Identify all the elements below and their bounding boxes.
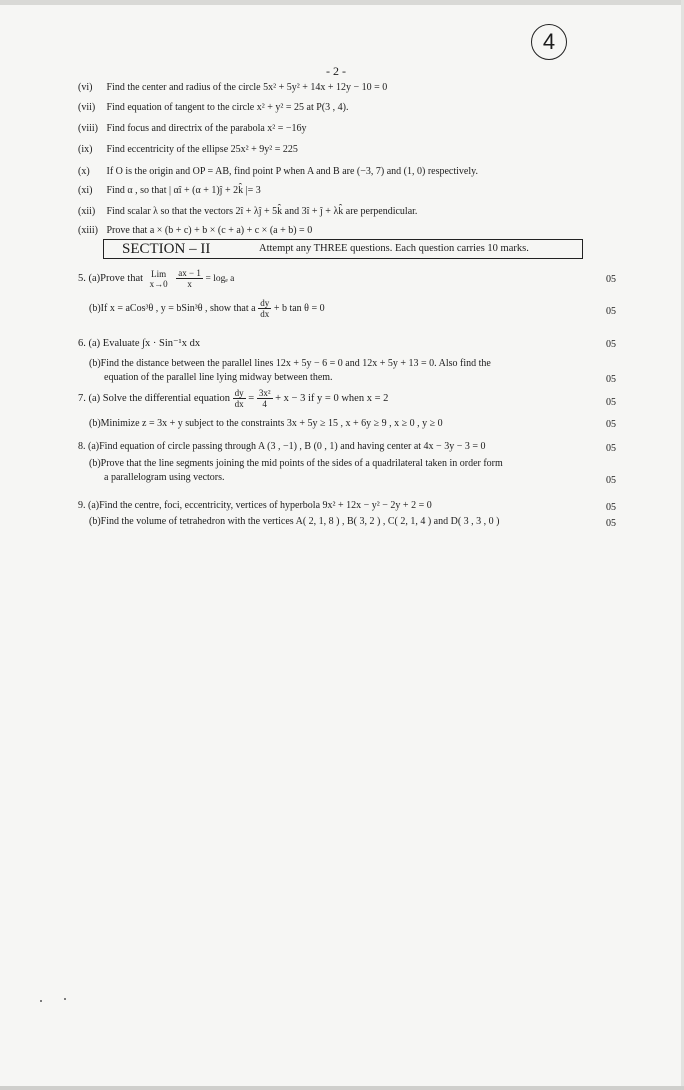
limit-subscript: x→0: [149, 278, 168, 289]
item-label: (xi): [78, 185, 93, 196]
item-label: (xii): [78, 206, 96, 217]
item-text: If O is the origin and OP = AB, find point P when A and B are (−3, 7) and (1, 0) respectively.: [106, 166, 478, 177]
item-label: (ix): [78, 144, 93, 155]
list-item: [78, 185, 261, 196]
question-8a: 8. (a)Find equation of circle passing through A (3 , −1) , B (0 , 1) and having center at 4x − 3y − 3 = 0: [78, 441, 486, 452]
section-instructions: Attempt any THREE questions. Each question carries 10 marks.: [259, 243, 529, 254]
marks-9a: 05: [606, 502, 616, 513]
numerator: 3x²: [258, 388, 271, 398]
item-text: Find the center and radius of the circle 5x² + 5y² + 14x + 12y − 10 = 0: [106, 82, 388, 93]
scan-edge-top: [0, 0, 684, 5]
marks-7a: 05: [606, 397, 616, 408]
scan-edge-bottom: [0, 1086, 684, 1090]
q5a-rhs: = logₑ a: [205, 273, 235, 284]
page-marker-circled: 4: [531, 24, 567, 60]
page-number: - 2 -: [326, 64, 346, 78]
denominator: 4: [262, 399, 267, 409]
item-text: Find α , so that | αî + (α + 1)ĵ + 2k̂ |= 3: [106, 185, 261, 196]
question-8b-line1: (b)Prove that the line segments joining the mid points of the sides of a quadrilateral taken in order form: [89, 458, 503, 469]
item-label: (vi): [78, 82, 93, 93]
list-item: [78, 225, 312, 236]
numerator: dy: [260, 298, 270, 308]
marks-6b: 05: [606, 374, 616, 385]
item-label: (vii): [78, 102, 96, 113]
item-label: (x): [78, 166, 90, 177]
item-text: Find scalar λ so that the vectors 2î + λĵ + 5k̂ and 3î + ĵ + λk̂ are perpendicular.: [106, 206, 418, 217]
list-item: [78, 144, 298, 155]
question-6b-line2: equation of the parallel line lying midway between them.: [104, 372, 333, 383]
limit-expression: [150, 269, 168, 289]
list-item: [78, 206, 417, 217]
marks-5b: 05: [606, 306, 616, 317]
item-text: Find equation of tangent to the circle x² + y² = 25 at P(3 , 4).: [106, 102, 349, 113]
marks-8b: 05: [606, 475, 616, 486]
question-9a: 9. (a)Find the centre, foci, eccentricity, vertices of hyperbola 9x² + 12x − y² − 2y + 2 = 0: [78, 500, 432, 511]
list-item: [78, 102, 348, 113]
list-item: [78, 166, 478, 177]
marks-6a: 05: [606, 339, 616, 350]
item-label: (viii): [78, 123, 98, 134]
marks-8a: 05: [606, 443, 616, 454]
scan-speck: [64, 998, 66, 1000]
section-header-box: [103, 239, 583, 259]
question-6b-line1: (b)Find the distance between the parallel lines 12x + 5y − 6 = 0 and 12x + 5y + 13 = 0. Also find the: [89, 358, 491, 369]
item-text: Find eccentricity of the ellipse 25x² + 9y² = 225: [106, 144, 298, 155]
item-text: Find focus and directrix of the parabola x² = −16y: [106, 123, 307, 134]
list-item: [78, 82, 387, 93]
fraction: [233, 388, 246, 409]
marks-7b: 05: [606, 419, 616, 430]
numerator: ax − 1: [178, 268, 201, 278]
fraction: [258, 298, 271, 319]
limit-label: Lim: [151, 268, 167, 279]
q5b-text: (b)If x = aCos³θ , y = bSin³θ , show that a: [89, 302, 256, 314]
question-6a: 6. (a) Evaluate ∫x · Sin⁻¹x dx: [78, 338, 201, 349]
q5b-rhs: + b tan θ = 0: [273, 302, 325, 314]
marks-5a: 05: [606, 274, 616, 285]
numerator: dy: [234, 388, 244, 398]
question-9b: (b)Find the volume of tetrahedron with the vertices A( 2, 1, 8 ) , B( 3, 2 ) , C( 2, 1, 4 ) and D( 3 , 3 , 0 ): [89, 516, 500, 527]
question-5a: [78, 268, 234, 289]
q7a-rhs: + x − 3 if y = 0 when x = 2: [275, 392, 389, 404]
section-title: SECTION – II: [122, 241, 211, 257]
list-item: [78, 123, 307, 134]
fraction: [176, 268, 203, 289]
question-8b-line2: a parallelogram using vectors.: [104, 472, 225, 483]
denominator: dx: [234, 399, 244, 409]
q7a-prefix: 7. (a) Solve the differential equation: [78, 392, 231, 404]
denominator: dx: [260, 309, 270, 319]
scan-speck: [40, 1000, 42, 1002]
fraction: [257, 388, 273, 409]
q5a-prefix: 5. (a)Prove that: [78, 272, 144, 284]
denominator: x: [187, 279, 192, 289]
question-5b: [89, 298, 325, 319]
item-text: Prove that a × (b + c) + b × (c + a) + c × (a + b) = 0: [106, 225, 313, 236]
equals-sign: =: [248, 392, 255, 404]
question-7b: (b)Minimize z = 3x + y subject to the constraints 3x + 5y ≥ 15 , x + 6y ≥ 9 , x ≥ 0 , y ≥ 0: [89, 418, 443, 429]
question-7a: [78, 388, 388, 409]
marks-9b: 05: [606, 518, 616, 529]
item-label: (xiii): [78, 225, 98, 236]
